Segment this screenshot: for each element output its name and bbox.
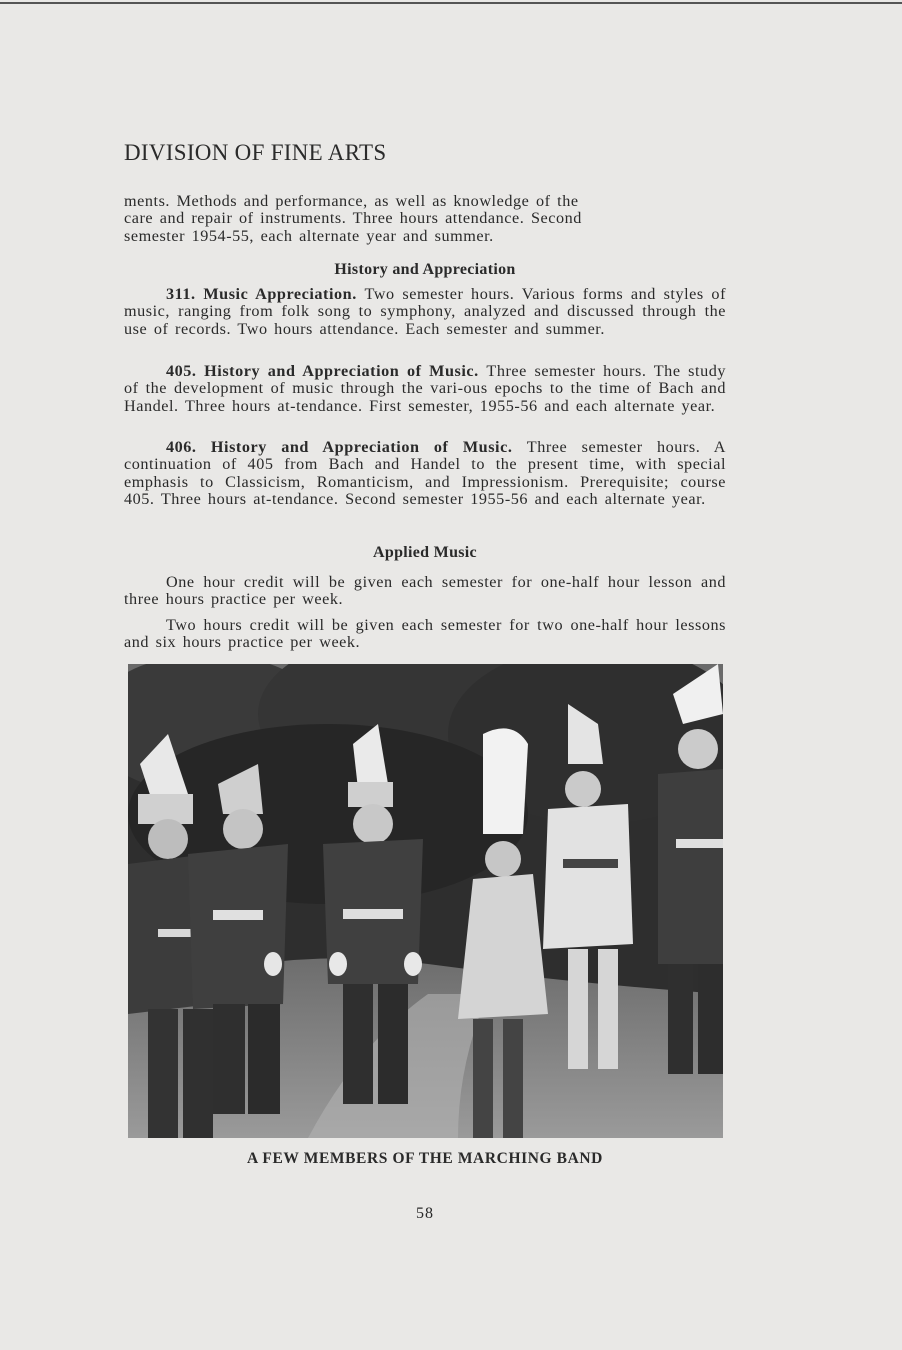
course-number: 406. [166, 438, 211, 456]
course-number: 311. [166, 285, 204, 303]
course-description: Three semester hours. A continuation of 405 from Bach and Handel to the present time, with special emphasis to Classicism, Romanticism, and Impressionism. Prerequisite; course 405. Three hours at-tendance. Second semester 1955-56 and each alternate year. [124, 438, 727, 508]
intro-line: care and repair of instruments. Three hours attendance. Second [124, 209, 582, 228]
applied-para-1: One hour credit will be given each semester for one-half hour lesson and three hours practice per week. [124, 573, 726, 609]
page-number: 58 [416, 1205, 434, 1222]
course-title: History and Appreciation of Music. [210, 438, 527, 456]
course-title: History and Appreciation of Music. [204, 362, 487, 380]
applied-music-heading: Applied Music [373, 544, 477, 561]
course-number: 405. [166, 362, 205, 380]
course-311 [124, 286, 726, 338]
course-406 [124, 439, 726, 508]
course-405 [124, 363, 726, 415]
history-heading: History and Appreciation [334, 261, 516, 278]
intro-line: ments. Methods and performance, as well as knowledge of the [124, 192, 579, 210]
top-edge-rule [0, 2, 902, 4]
intro-paragraph [124, 193, 726, 245]
course-description: Three semester hours. The study of the development of music through the vari-ous epochs to the time of Bach and Handel. Three hours at-tendance. First semester, 1955-56 and each alternate year. [124, 362, 727, 415]
marching-band-photo [128, 664, 723, 1138]
course-title: Music Appreciation. [203, 285, 365, 303]
applied-para-2: Two hours credit will be given each semester for two one-half hour lessons and six hours practice per week. [124, 616, 726, 652]
photo-caption: A FEW MEMBERS OF THE MARCHING BAND [247, 1150, 603, 1167]
intro-line: semester 1954-55, each alternate year and summer. [124, 226, 494, 245]
page-header: DIVISION OF FINE ARTS [124, 140, 387, 165]
photo-illustration [128, 664, 723, 1138]
course-description: Two semester hours. Various forms and styles of music, ranging from folk song to symphony, analyzed and discussed through the use of records. Two hours attendance. Each semester and summer. [124, 285, 727, 338]
